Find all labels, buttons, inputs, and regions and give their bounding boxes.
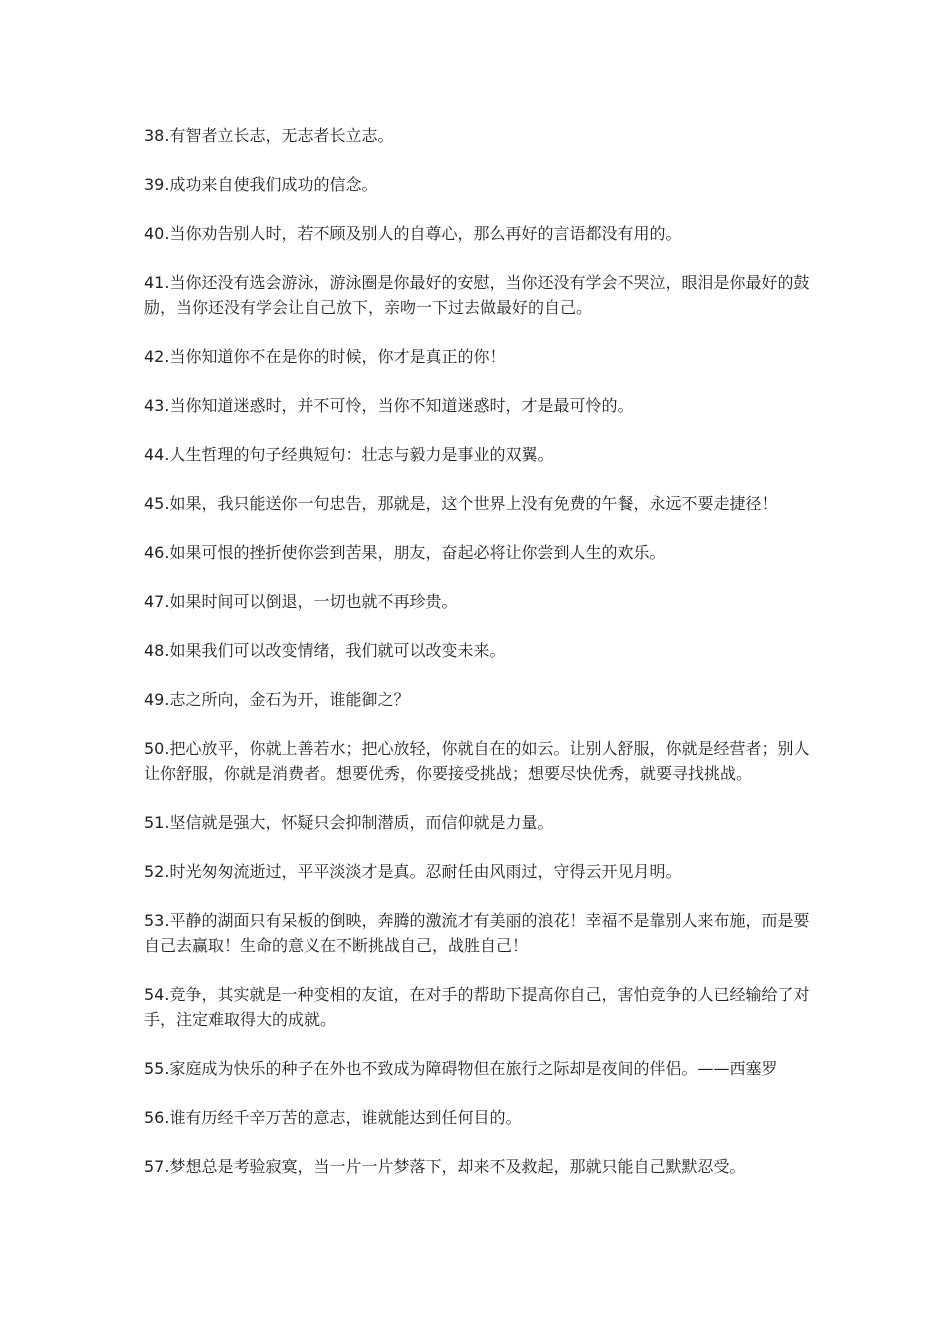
quote-item-53: 53.平静的湖面只有呆板的倒映，奔腾的激流才有美丽的浪花！幸福不是靠别人来布施，而是要自己去赢取！生命的意义在不断挑战自己，战胜自己！ — [144, 911, 810, 955]
quote-item-38: 38.有智者立长志，无志者长立志。 — [144, 126, 394, 145]
quote-item-54: 54.竞争，其实就是一种变相的友谊，在对手的帮助下提高你自己，害怕竞争的人已经输给了对手，注定难取得大的成就。 — [144, 985, 810, 1029]
quote-item-49: 49.志之所向，金石为开，谁能御之？ — [144, 690, 410, 709]
quote-item-46: 46.如果可恨的挫折使你尝到苦果，朋友，奋起必将让你尝到人生的欢乐。 — [144, 543, 666, 562]
quote-item-52: 52.时光匆匆流逝过，平平淡淡才是真。忍耐任由风雨过，守得云开见月明。 — [144, 862, 682, 881]
quote-item-57: 57.梦想总是考验寂寞，当一片一片梦落下，却来不及救起，那就只能自己默默忍受。 — [144, 1157, 746, 1176]
quote-item-48: 48.如果我们可以改变情绪，我们就可以改变未来。 — [144, 641, 506, 660]
quote-item-42: 42.当你知道你不在是你的时候，你才是真正的你！ — [144, 347, 506, 366]
quote-item-39: 39.成功来自使我们成功的信念。 — [144, 175, 378, 194]
quote-item-45: 45.如果，我只能送你一句忠告，那就是，这个世界上没有免费的午餐，永远不要走捷径！ — [144, 494, 778, 513]
quote-item-41: 41.当你还没有选会游泳，游泳圈是你最好的安慰，当你还没有学会不哭泣，眼泪是你最好的鼓励，当你还没有学会让自己放下，亲吻一下过去做最好的自己。 — [144, 273, 810, 317]
quote-item-56: 56.谁有历经千辛万苦的意志，谁就能达到任何目的。 — [144, 1108, 522, 1127]
quote-item-44: 44.人生哲理的句子经典短句：壮志与毅力是事业的双翼。 — [144, 445, 554, 464]
quote-item-47: 47.如果时间可以倒退，一切也就不再珍贵。 — [144, 592, 458, 611]
quote-list — [144, 123, 812, 1203]
quote-item-50: 50.把心放平，你就上善若水；把心放轻，你就自在的如云。让别人舒服，你就是经营者；别人让你舒服，你就是消费者。想要优秀，你要接受挑战；想要尽快优秀，就要寻找挑战。 — [144, 739, 810, 783]
quote-item-51: 51.坚信就是强大，怀疑只会抑制潜质，而信仰就是力量。 — [144, 813, 554, 832]
quote-item-43: 43.当你知道迷惑时，并不可怜，当你不知道迷惑时，才是最可怜的。 — [144, 396, 634, 415]
quote-item-40: 40.当你劝告别人时，若不顾及别人的自尊心，那么再好的言语都没有用的。 — [144, 224, 682, 243]
quote-item-55: 55.家庭成为快乐的种子在外也不致成为障碍物但在旅行之际却是夜间的伴侣。——西塞罗 — [144, 1059, 778, 1078]
